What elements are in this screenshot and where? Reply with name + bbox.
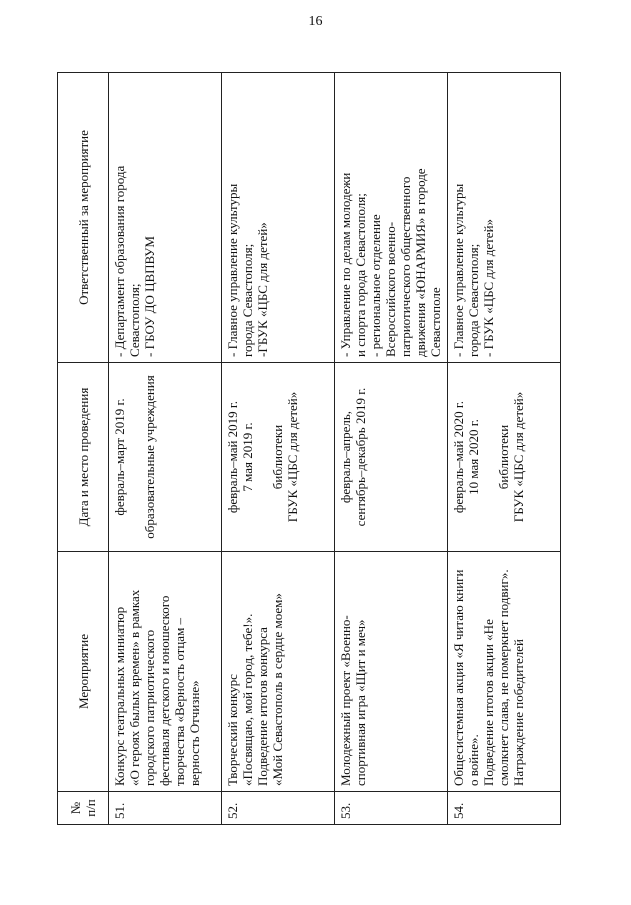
row-number: 51. [109,792,222,825]
row-number: 53. [335,792,448,825]
header-number: № п/п [58,792,109,825]
events-table [57,72,561,825]
row-number: 52. [222,792,335,825]
row-responsible: - Главное управление культуры города Севастополя; - ГБУК «ЦБС для детей» [448,73,561,363]
header-event: Мероприятие [58,552,109,792]
row-event: Творческий конкурс «Посвящаю, мой город, тебе!». Подведение итогов конкурса «Мой Севастополь в сердце моем» [222,552,335,792]
header-date: Дата и место проведения [58,363,109,552]
row-number: 54. [448,792,561,825]
rotated-table-container [57,73,555,825]
row-responsible: - Департамент образования города Севастополя; - ГБОУ ДО ЦВПВУМ [109,73,222,363]
row-date: февраль–май 2019 г. 7 мая 2019 г. библиотеки ГБУК «ЦБС для детей» [222,363,335,552]
row-date: февраль–март 2019 г. образовательные учреждения [109,363,222,552]
table-header-row [58,73,109,825]
header-responsible: Ответственный за мероприятие [58,73,109,363]
row-responsible: - Главное управление культуры города Севастополя; -ГБУК «ЦБС для детей» [222,73,335,363]
table-row [448,73,561,825]
row-date: февраль–апрель, сентябрь–декабрь 2019 г. [335,363,448,552]
row-date: февраль–май 2020 г. 10 мая 2020 г. библиотеки ГБУК «ЦБС для детей» [448,363,561,552]
row-event: Молодежный проект «Военно- спортивная игра «Щит и меч» [335,552,448,792]
row-event: Общесистемная акция «Я читаю книги о войне». Подведение итогов акции «Не смолкнет слава, не померкнет подвиг». Натраждение победителей [448,552,561,792]
row-event: Конкурс театральных миниатюр «О героях былых времен» в рамках городского патриотического фестиваля детского и юношеского творчества «Верность отцам – верность Отчизне» [109,552,222,792]
page-number: 16 [308,14,323,29]
table-row [335,73,448,825]
table-row [222,73,335,825]
table-row [109,73,222,825]
row-responsible: - Управление по делам молодежи и спорта города Севастополя; - региональное отделение Всероссийского военно- патриотического общественного движения «ЮНАРМИЯ» в городе Севастополе [335,73,448,363]
